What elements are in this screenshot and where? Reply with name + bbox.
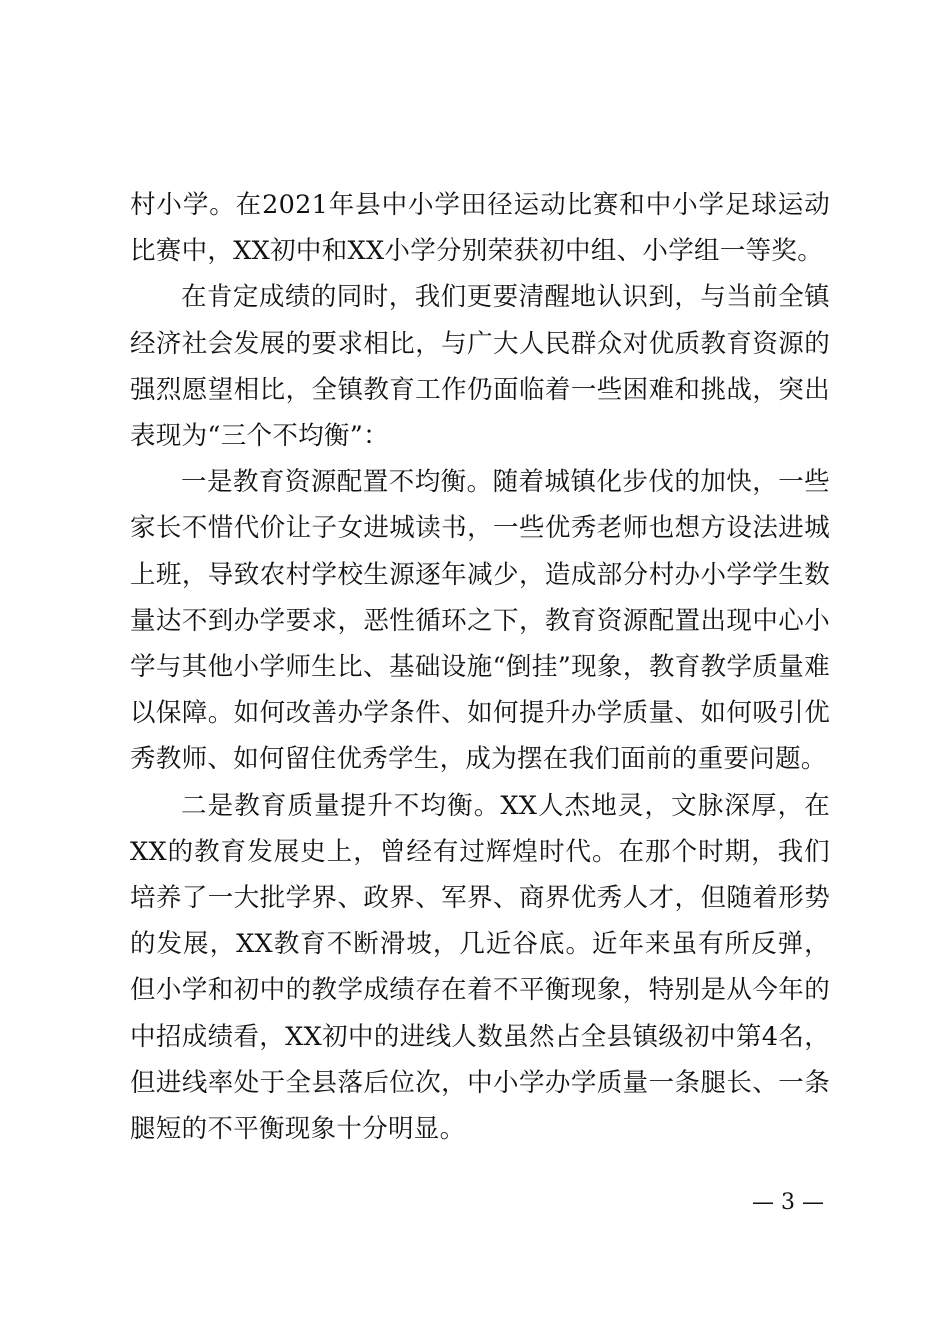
paragraph-continuation: 村小学。在2021年县中小学田径运动比赛和中小学足球运动比赛中，XX初中和XX小学分别荣获初中组、小学组一等奖。 [130, 190, 830, 267]
paragraph-resource-allocation: 一是教育资源配置不均衡。随着城镇化步伐的加快，一些家长不惜代价让子女进城读书，一些优秀老师也想方设法进城上班，导致农村学校生源逐年减少，造成部分村办小学学生数量达不到办学要求，恶性循环之下，教育资源配置出现中心小学与其他小学师生比、基础设施“倒挂”现象，教育教学质量难以保障。如何改善办学条件、如何提升办学质量、如何吸引优秀教师、如何留住优秀学生，成为摆在我们面前的重要问题。 [130, 467, 830, 775]
page-number: — 3 — [752, 1190, 824, 1215]
body-text [130, 182, 830, 1152]
paragraph-achievements-challenges: 在肯定成绩的同时，我们更要清醒地认识到，与当前全镇经济社会发展的要求相比，与广大人民群众对优质教育资源的强烈愿望相比，全镇教育工作仍面临着一些困难和挑战，突出表现为“三个不均衡”： [130, 282, 830, 452]
paragraph-education-quality: 二是教育质量提升不均衡。XX人杰地灵，文脉深厚，在XX的教育发展史上，曾经有过辉煌时代。在那个时期，我们培养了一大批学界、政界、军界、商界优秀人才，但随着形势的发展，XX教育不断滑坡，几近谷底。近年来虽有所反弹，但小学和初中的教学成绩存在着不平衡现象，特别是从今年的中招成绩看，XX初中的进线人数虽然占全县镇级初中第4名，但进线率处于全县落后位次，中小学办学质量一条腿长、一条腿短的不平衡现象十分明显。 [130, 790, 830, 1145]
